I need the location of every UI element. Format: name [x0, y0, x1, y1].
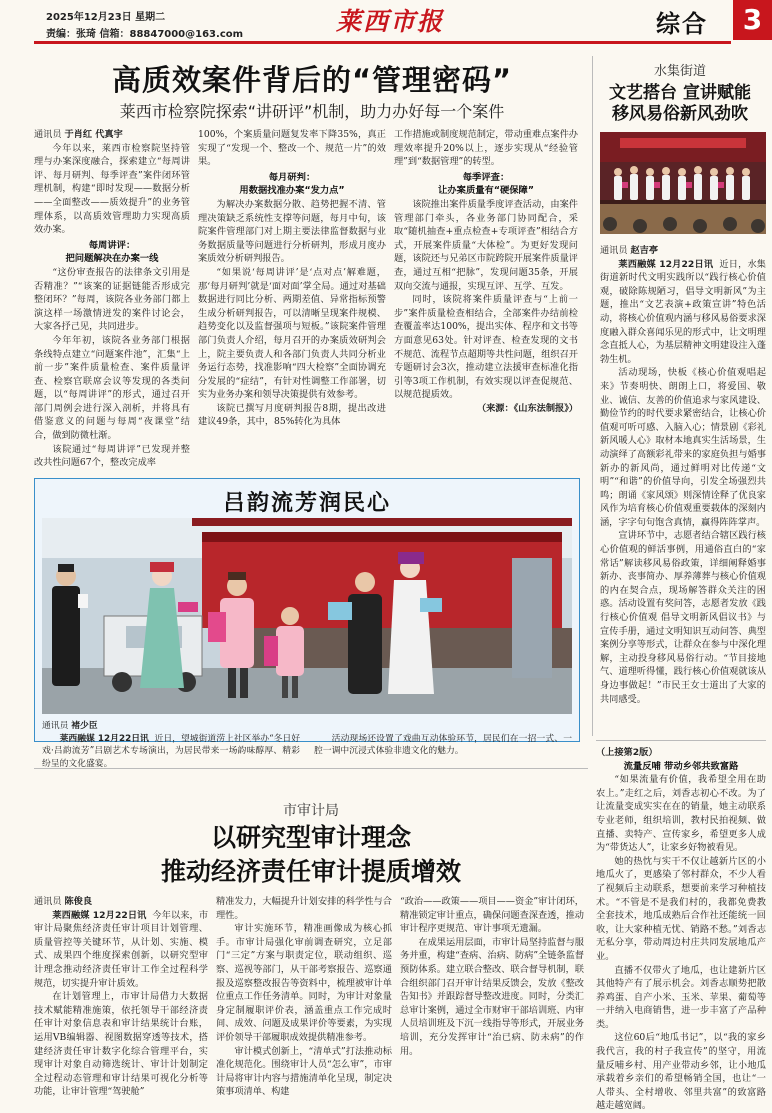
a3-photo	[42, 518, 572, 714]
a1-para-11: 同时，该院将案件质量评查与“上前一步”案件质量检查相结合，全部案件办结前检查覆盖率达100%，提出实体、程序和文书等方面意见63处。针对评查、检查发现的文书不规范、流程节点超期等共性问题，组织召开专题研讨会3次，推动建立法援审查标准化指引等3项工作机制，有效实现以评查促规范、以规范提质效。	[394, 294, 578, 401]
section-rule	[34, 768, 588, 769]
a1-para-5: 100%，个案质量问题复发率下降35%，真正实现了“发现一个、整改一个、规范一片”的效果。	[198, 129, 386, 168]
a4-body	[596, 746, 766, 1113]
a4-para-2: 她的热忱与实干不仅让越新片区的小地瓜火了，更感染了邻村群众，不少人看了视频后主动联系，想要前来学习种植技术。“不管是不是我们村的，我都免费教全套技术，地瓜成熟后合作社还能统一回收，让大家种植无忧、销路不愁。”刘香志无私分享，带动周边村庄共同发展地瓜产业。	[596, 855, 766, 962]
a1-col-1	[34, 128, 190, 470]
stage-performance-image	[600, 132, 766, 234]
a2-dateline: 莱西融媒 12月22日讯	[618, 258, 714, 270]
masthead: 莱西市报	[335, 7, 444, 36]
a1-para-4: 该院通过“每周讲评”已发现并整改共性问题67个，整改完成率	[34, 443, 190, 469]
page-number-badge	[733, 0, 772, 40]
a2-para-1: 近日，水集街道新时代文明实践所以“践行核心价值观，破除陈规陋习，倡导文明新风”为主题，推出“文艺表演+政策宣讲”特色活动，将核心价值观内涵与移风易俗要求深度融入群众喜闻乐见的形式中，让文明理念直抵人心，为基层精神文明建设注入蓬勃生机。	[600, 258, 766, 365]
a5-title-1: 以研究型审计理念	[210, 823, 411, 852]
a5-col-3	[400, 895, 584, 1058]
a1-para-9: 工作措施或制度规范制定，带动重难点案件办理效率提升20%以上，逐步实现从“经验管理”到“数据管理”的转型。	[394, 129, 578, 168]
a4-subhead: 流量反哺 带动乡邻共致富路	[623, 760, 739, 772]
a4-note: （上接第2版）	[596, 747, 658, 758]
a3-title: 吕韵流芳润民心	[222, 491, 391, 516]
header-rule	[34, 41, 731, 44]
a1-subhead-1b: 把问题解决在办案一线	[65, 253, 159, 265]
a1-para-2: “这份审查报告的法律条文引用是否精准？”“该案的证据链能否形成完整闭环？”每周，该院各业务部门都上演这样一场激情迸发的案件讨论会，大家各抒己见，共同进步。	[34, 266, 190, 333]
editor-line: 责编：张琦 信箱：88847000@163.com	[46, 29, 244, 40]
a5-col-2	[216, 895, 392, 1099]
a3-para-2: 活动现场还设置了戏曲互动体验环节，居民们在一招一式、一腔一调中沉浸式体验非遗文化的魅力。	[314, 733, 572, 756]
a5-para-5: 审计模式创新上，“清单式”打法推动标准化规范化。围绕审计人员“怎么审”，市审计局将审计内容与措施清单化呈现，制定决策事项清单、构建	[216, 1045, 392, 1098]
a2-title-2: 移风易俗新风劲吹	[612, 104, 748, 124]
a5-para-2: 在计划管理上，市审计局借力大数据技术赋能精准施策，依托领导干部经济责任审计对象信息表和审计结果统计台账，运用VB编辑器、视图数据穿透等技术，搭建经济责任审计数字化综合管理平台，实现审计对象自动筛选统计、审计计划制定全过程动态管理和审计结果可视化分析等功能，让审计管理“驾驶舱”	[34, 991, 208, 1098]
a3-byline-names: 褚少臣	[71, 721, 98, 731]
a5-para-7: 在成果运用层面，市审计局坚持监督与服务并重，构建“查病、治病、防病”全链条监督预防体系。建立联合整改、联合督导机制，联合组织部门召开审计结果反馈会，发放《整改告知书》并跟踪督导整改进度。同时，分类汇总审计案例，通过全市财审干部培训班、内审人员培训班及下沉一线指导等形式，开展业务培训，充分发挥审计“治已病、防未病”的作用。	[400, 936, 584, 1057]
a1-subhead-2: 每月研判：	[268, 171, 316, 183]
a1-subhead-3: 每季评查：	[462, 171, 510, 183]
a1-para-7: “如果说‘每周讲评’是‘点对点’解难题，那‘每月研判’就是‘面对面’掌全局。通过对基础数据进行同比分析、两期差值、异常指标预警生成分析研判报告，可以清晰呈现案件规模、趋势变化以及监督强项与短板。”该院案件管理部门负责人介绍，每月召开的办案质效研判会上，院主要负责人和各部门负责人共同分析业务运行态势，找准影响“四大检察”全面协调充分发展的“症结”，有针对性调整工作部署，切实为业务办案和领导决策提供有效参考。	[198, 266, 386, 401]
a4-para-4: 这位60后“地瓜书记”，以“我的家乡我代言，我的村子我宣传”的坚守，用流量反哺乡村、用产业带动乡邻，让小地瓜承载着乡亲们的希望畅销全国，也让“一人带头、全村增收、邻里共富”的致富路越走越宽阔。	[596, 1032, 766, 1112]
a1-para-10: 该院推出案件质量季度评查活动，由案件管理部门牵头，各业务部门协同配合，采取“随机抽查+重点检查+专项评查”相结合方式，开展案件质量“大体检”。为更好发现问题，该院还与兄弟区市院跨院开展案件质量评查，通过互相“把脉”，发现问题35条，开展双向交流与通报，实现互评、互学、互发。	[394, 198, 578, 292]
column-divider	[592, 56, 593, 736]
right-section-rule	[596, 740, 766, 741]
a1-subhead-3b: 让办案质量有“硬保障”	[438, 185, 534, 197]
section-label: 综合	[656, 10, 708, 38]
a1-col-2	[198, 128, 386, 429]
a1-title: 高质效案件背后的“管理密码”	[111, 63, 513, 97]
a5-byline-label: 通讯员	[34, 896, 62, 907]
header-bar	[0, 0, 772, 45]
a1-para-8: 该院已撰写月度研判报告8期，提出改进建议49条，其中，85%转化为具体	[198, 402, 386, 428]
a2-para-3: 宣讲环节中，志愿者结合辖区践行核心价值观的鲜活事例，用通俗直白的“家常话”解读移风易俗政策，详细阐释婚事新办、丧事简办、厚养薄葬与核心价值观的内在契合点，现场解答群众关注的困惑。活动设置有奖问答，志愿者发放《践行核心价值观 倡导文明新风倡议书》与宣传手册，通过文明知识互动问答、典型案例分享等形式，让群众在参与中深化理解，主动投身移风易俗行动。“节目接地气、道理听得懂，践行核心价值观就该从身边事做起！”市民王女士道出了大家的共同感受。	[600, 530, 766, 705]
a5-para-4: 审计实施环节，精准画像成为核心抓手。市审计局强化审前调查研究，立足部门“三定”方案与职责定位，联动组织、巡察、巡视等部门，从干部考察报告、巡察通报及巡察整改报告等资料中，梳理被审计单位重点工作任务清单。同时，为审计对象量身定制履职评价表，涵盖重点工作完成时间、成效、问题及成果评价等要素，为实现评价领导干部履职成效提供精准参考。	[216, 923, 392, 1043]
a3-caption	[42, 720, 572, 770]
a1-source: （来源：《山东法制报》）	[476, 402, 578, 414]
a1-byline-label: 通讯员	[34, 129, 62, 140]
opera-performance-image	[42, 518, 572, 714]
a1-subhead-2b: 用数据找准办案“发力点”	[239, 185, 345, 197]
a2-byline-names: 赵吉亭	[630, 245, 659, 256]
a1-subtitle: 莱西市检察院探索“讲研评”机制，助力办好每一个案件	[119, 102, 505, 121]
a1-subhead-1: 每周讲评：	[88, 239, 136, 251]
a2-byline-label: 通讯员	[600, 245, 628, 256]
a5-title-2: 推动经济责任审计提质增效	[160, 857, 461, 886]
a3-dateline: 莱西融媒 12月22日讯	[59, 733, 149, 744]
a1-byline-names: 于肖红 代真宇	[64, 129, 123, 140]
a5-para-6: “政治——政策——项目——资金”审计闭环，精准锁定审计重点，确保问题查深查透，推动审计程序更规范、审计事项无遗漏。	[400, 896, 584, 935]
a1-para-6: 为解决办案数据分散、趋势把握不清、管理决策缺乏系统性支撑等问题，每月中旬，该院案件管理部门对上期主要法律监督数据与业务数据质量等问题进行分析研判，形成月度办案质效分析研判报告。	[198, 198, 386, 265]
a2-photo	[600, 132, 766, 234]
a5-para-1: 今年以来，市审计局聚焦经济责任审计项目计划管理、质量管控等关键环节，从计划、实施、模式、成果四个维度探索创新，以研究型审计理念推动经济责任审计工作全过程科学规范，切实提升审计质效。	[34, 909, 209, 989]
a1-para-3: 今年年初，该院各业务部门根据条线特点建立“问题案件池”，汇集“上前一步”案件质量检查、案件质量评查、检察官联席会议等发现的各类问题，以“每周讲评”的形式，通过召开部门周例会进行深入剖析，并将具有借鉴意义的问题与每周“夜课堂”结合，做到防微杜渐。	[34, 334, 190, 442]
a2-body	[600, 244, 766, 706]
a3-para-1: 近日，望城街道涝上社区举办“冬日好戏·吕韵流芳”吕剧艺术专场演出，为居民带来一场韵味醇厚、精彩纷呈的文化盛宴。	[42, 733, 300, 769]
a2-para-2: 活动现场，快板《核心价值观唱起来》节奏明快、朗朗上口，将爱国、敬业、诚信、友善的价值追求与家风建设、勤俭节约的时代要求紧密结合，让核心价值观可听可感、入脑入心；情景剧《彩礼新风暖人心》取材本地真实生活场景，生动演绎了高额彩礼带来的家庭负担与婚事新办的新风尚，通过鲜明对比传递“文明”“和谐”的价值导向，引发全场强烈共鸣；朗诵《家风颂》则深情诠释了优良家风作为培育核心价值观重要载体的深刻内涵，字字句句饱含真情，赢得阵阵掌声。	[600, 367, 766, 528]
page-number: 3	[742, 3, 763, 36]
a5-dateline: 莱西融媒 12月22日讯	[52, 909, 147, 921]
a4-para-1: “如果流量有价值，我希望全用在助农上。”走红之后，刘香志初心不改。为了让流量变成实实在在的销量，她主动联系专业老师，组织培训，教村民拍视频、做直播、卖特产、宣传家乡，希望更多人成为“带货达人”，让家乡好物被看见。	[596, 774, 766, 854]
a1-para-1: 今年以来，莱西市检察院坚持管理与办案深度融合，探索建立“每周讲评、每月研判、每季评查”案件闭环管理机制，构建“即时发现——数据分析——全面整改——质效提升”的业务管理体系，以高质效管理助力实现高质效办案。	[34, 142, 190, 236]
a5-byline-names: 陈俊良	[64, 896, 93, 907]
a5-para-3: 精准发力，大幅提升计划安排的科学性与合理性。	[216, 896, 392, 921]
issue-date: 2025年12月23日 星期二	[46, 12, 166, 23]
a3-byline-label: 通讯员	[42, 721, 69, 731]
a5-col-1	[34, 895, 208, 1099]
a2-kicker: 水集街道	[653, 64, 706, 79]
a5-kicker: 市审计局	[283, 803, 339, 819]
a4-para-3: 直播不仅带火了地瓜，也让建新片区其他特产有了展示机会。刘香志顺势把散养鸡蛋、自产小米、玉米、苹果、葡萄等一并纳入电商销售，进一步丰富了产品种类。	[596, 964, 766, 1030]
a2-title-1: 文艺搭台 宣讲赋能	[609, 83, 751, 103]
a1-col-3	[394, 128, 578, 415]
